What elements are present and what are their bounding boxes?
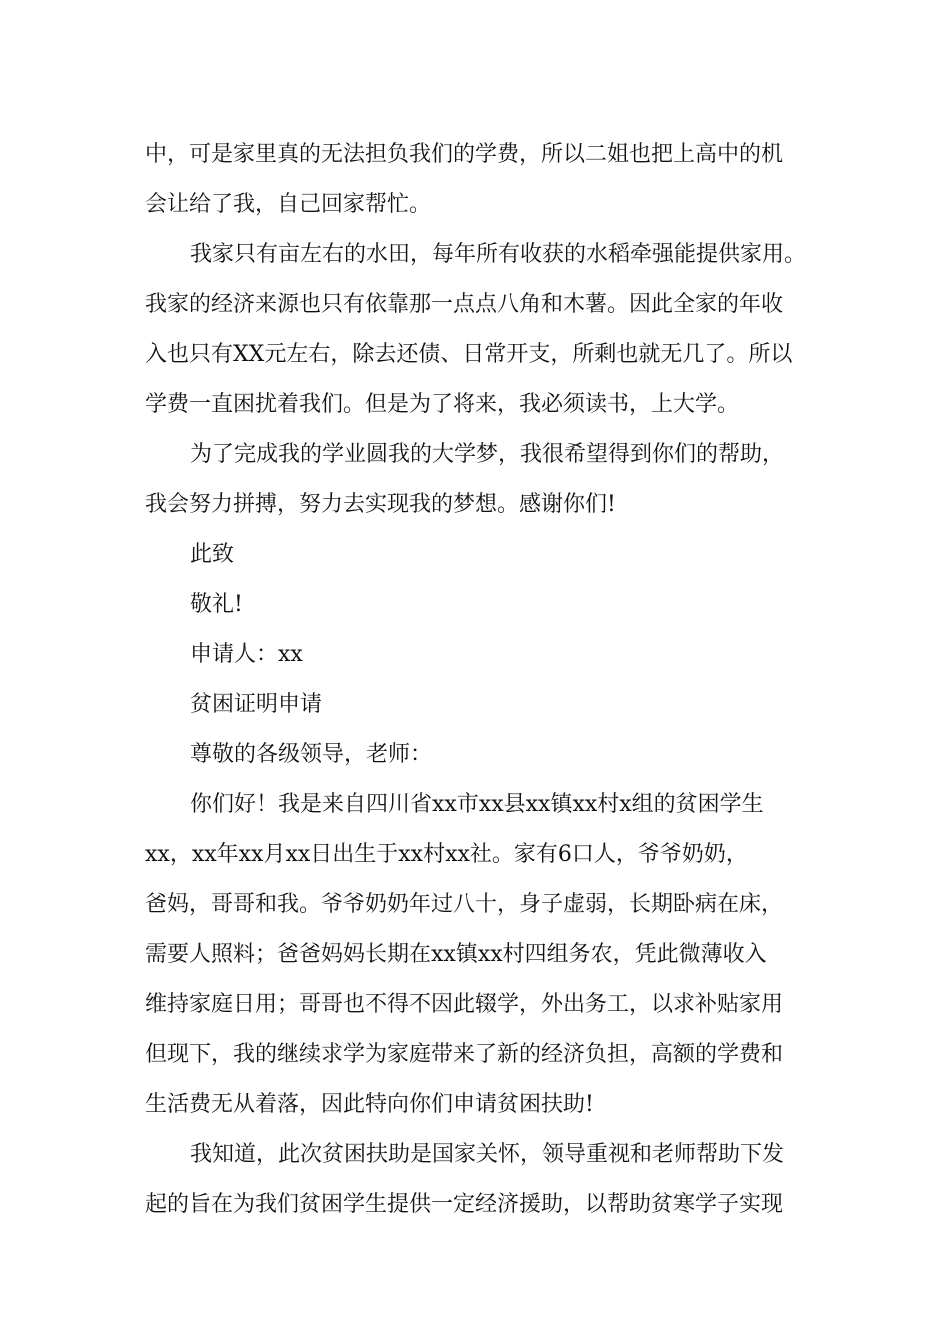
- text-line-2: 会让给了我，自己回家帮忙。: [145, 192, 432, 217]
- text-line-22: 起的旨在为我们贫困学生提供一定经济援助，以帮助贫寒学子实现: [145, 1192, 784, 1217]
- text-line-19: 但现下，我的继续求学为家庭带来了新的经济负担，高额的学费和: [145, 1042, 784, 1067]
- letter-greeting: 尊敬的各级领导，老师：: [190, 742, 433, 767]
- text-line-4: 我家的经济来源也只有依靠那一点点八角和木薯。因此全家的年收: [145, 292, 784, 317]
- closing-regards: 敬礼!: [190, 592, 243, 617]
- text-line-15: xx，xx年xx月xx日出生于xx村xx社。家有6口人，爷爷奶奶，: [145, 842, 748, 867]
- text-line-20: 生活费无从着落，因此特向你们申请贫困扶助!: [145, 1092, 594, 1117]
- text-line-14: 你们好！我是来自四川省xx市xx县xx镇xx村x组的贫困学生: [190, 792, 764, 817]
- text-line-6: 学费一直困扰着我们。但是为了将来，我必须读书，上大学。: [145, 392, 740, 417]
- text-line-8: 我会努力拼搏，努力去实现我的梦想。感谢你们!: [145, 492, 616, 517]
- document-body: [145, 130, 813, 1230]
- text-line-7: 为了完成我的学业圆我的大学梦，我很希望得到你们的帮助，: [190, 442, 785, 467]
- text-line-16: 爸妈，哥哥和我。爷爷奶奶年过八十，身子虚弱，长期卧病在床，: [145, 892, 784, 917]
- text-line-5: 入也只有XX元左右，除去还债、日常开支，所剩也就无几了。所以: [145, 342, 793, 367]
- section-title: 贫困证明申请: [190, 692, 323, 717]
- text-line-17: 需要人照料；爸爸妈妈长期在xx镇xx村四组务农，凭此微薄收入: [145, 942, 767, 967]
- text-line-18: 维持家庭日用；哥哥也不得不因此辍学，外出务工，以求补贴家用: [145, 992, 784, 1017]
- closing-salutation: 此致: [190, 542, 235, 567]
- applicant-signature: 申请人：xx: [190, 642, 303, 667]
- text-line-3: 我家只有亩左右的水田，每年所有收获的水稻牵强能提供家用。: [190, 242, 807, 267]
- text-line-21: 我知道，此次贫困扶助是国家关怀，领导重视和老师帮助下发: [190, 1142, 785, 1167]
- text-line-1: 中，可是家里真的无法担负我们的学费，所以二姐也把上高中的机: [145, 142, 784, 167]
